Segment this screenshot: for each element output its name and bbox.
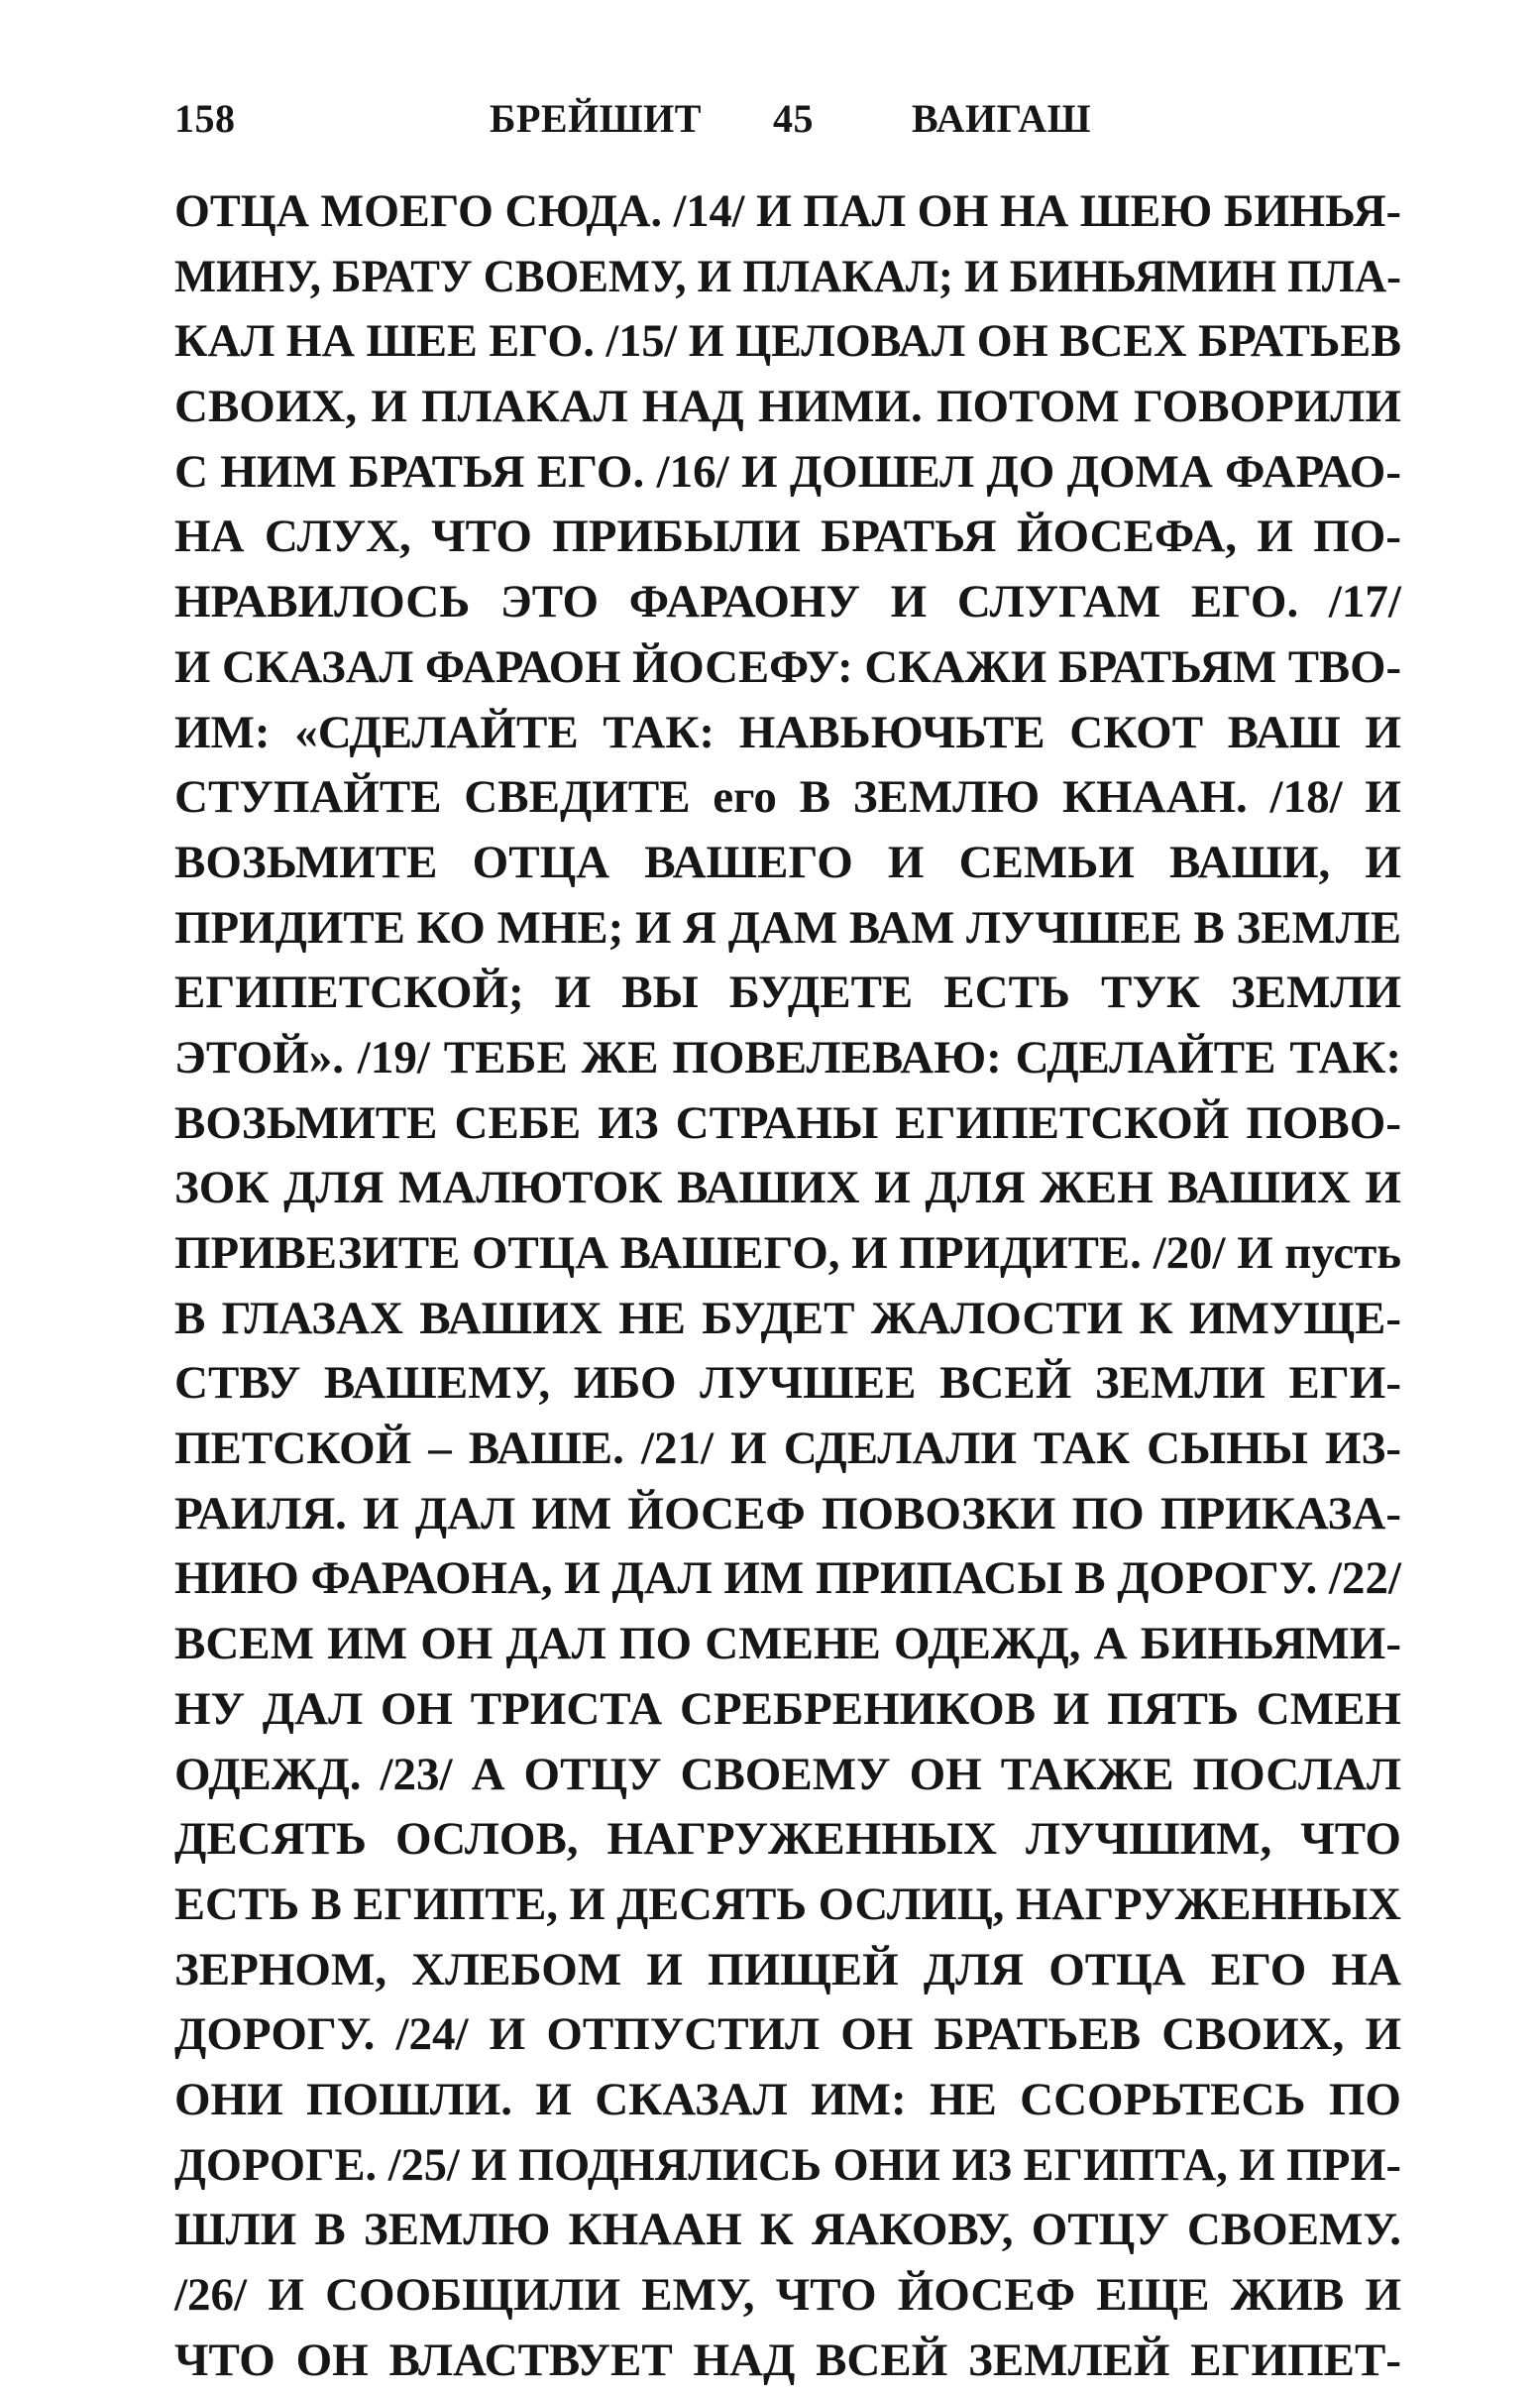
text-line: СТВУ ВАШЕМУ, ИБО ЛУЧШЕЕ ВСЕЙ ЗЕМЛИ ЕГИ-	[174, 1357, 1401, 1410]
text-line: НУ ДАЛ ОН ТРИСТА СРЕБРЕНИКОВ И ПЯТЬ СМЕН	[174, 1682, 1401, 1735]
text-line: СВОИХ, И ПЛАКАЛ НАД НИМИ. ПОТОМ ГОВОРИЛИ	[174, 381, 1401, 433]
text-line: ПЕТСКОЙ – ВАШЕ. /21/ И СДЕЛАЛИ ТАК СЫНЫ ИЗ-	[174, 1423, 1401, 1475]
body-text	[174, 179, 1401, 2393]
text-line: И СКАЗАЛ ФАРАОН ЙОСЕФУ: СКАЖИ БРАТЬЯМ ТВО-	[174, 640, 1401, 693]
text-line: МИНУ, БРАТУ СВОЕМУ, И ПЛАКАЛ; И БИНЬЯМИН ПЛА-	[174, 250, 1401, 302]
text-line: ОНИ ПОШЛИ. И СКАЗАЛ ИМ: НЕ ССОРЬТЕСЬ ПО	[174, 2073, 1401, 2125]
text-line: КАЛ НА ШЕЕ ЕГО. /15/ И ЦЕЛОВАЛ ОН ВСЕХ БРАТЬЕВ	[174, 315, 1401, 368]
text-line: /26/ И СООБЩИЛИ ЕМУ, ЧТО ЙОСЕФ ЕЩЕ ЖИВ И	[174, 2269, 1401, 2321]
text-line: ЕСТЬ В ЕГИПТЕ, И ДЕСЯТЬ ОСЛИЦ, НАГРУЖЕННЫХ	[174, 1878, 1401, 1930]
portion-title: ВАИГАШ	[912, 96, 1092, 141]
running-header	[174, 89, 1401, 149]
text-line: ВОЗЬМИТЕ СЕБЕ ИЗ СТРАНЫ ЕГИПЕТСКОЙ ПОВО-	[174, 1096, 1401, 1149]
text-line: ПРИДИТЕ КО МНЕ; И Я ДАМ ВАМ ЛУЧШЕЕ В ЗЕМЛЕ	[174, 901, 1401, 954]
text-line: ЗЕРНОМ, ХЛЕБОМ И ПИЩЕЙ ДЛЯ ОТЦА ЕГО НА	[174, 1943, 1401, 1995]
text-line: ОТЦА МОЕГО СЮДА. /14/ И ПАЛ ОН НА ШЕЮ БИНЬЯ-	[174, 185, 1401, 237]
text-line: СТУПАЙТЕ СВЕДИТЕ его В ЗЕМЛЮ КНААН. /18/ И	[174, 771, 1401, 824]
text-line: НРАВИЛОСЬ ЭТО ФАРАОНУ И СЛУГАМ ЕГО. /17/	[174, 576, 1401, 628]
text-line: ПРИВЕЗИТЕ ОТЦА ВАШЕГО, И ПРИДИТЕ. /20/ И пусть	[174, 1227, 1401, 1279]
page-number: 158	[174, 96, 236, 141]
text-line: ДОРОГЕ. /25/ И ПОДНЯЛИСЬ ОНИ ИЗ ЕГИПТА, И ПРИ-	[174, 2138, 1401, 2191]
text-line: НА СЛУХ, ЧТО ПРИБЫЛИ БРАТЬЯ ЙОСЕФА, И ПО-	[174, 511, 1401, 563]
text-line: С НИМ БРАТЬЯ ЕГО. /16/ И ДОШЕЛ ДО ДОМА ФАРАО-	[174, 445, 1401, 498]
chapter-number: 45	[773, 96, 814, 141]
text-line: ЕГИПЕТСКОЙ; И ВЫ БУДЕТЕ ЕСТЬ ТУК ЗЕМЛИ	[174, 967, 1401, 1019]
text-line: ИМ: «СДЕЛАЙТЕ ТАК: НАВЬЮЧЬТЕ СКОТ ВАШ И	[174, 706, 1401, 758]
text-line: В ГЛАЗАХ ВАШИХ НЕ БУДЕТ ЖАЛОСТИ К ИМУЩЕ-	[174, 1292, 1401, 1344]
text-line: ШЛИ В ЗЕМЛЮ КНААН К ЯАКОВУ, ОТЦУ СВОЕМУ.	[174, 2204, 1401, 2256]
text-line: ВОЗЬМИТЕ ОТЦА ВАШЕГО И СЕМЬИ ВАШИ, И	[174, 836, 1401, 888]
text-line: ДОРОГУ. /24/ И ОТПУСТИЛ ОН БРАТЬЕВ СВОИХ, И	[174, 2008, 1401, 2061]
text-line: ДЕСЯТЬ ОСЛОВ, НАГРУЖЕННЫХ ЛУЧШИМ, ЧТО	[174, 1813, 1401, 1866]
text-line: ЗОК ДЛЯ МАЛЮТОК ВАШИХ И ДЛЯ ЖЕН ВАШИХ И	[174, 1162, 1401, 1214]
text-line: НИЮ ФАРАОНА, И ДАЛ ИМ ПРИПАСЫ В ДОРОГУ. /22/	[174, 1552, 1401, 1605]
text-line: ЭТОЙ». /19/ ТЕБЕ ЖЕ ПОВЕЛЕВАЮ: СДЕЛАЙТЕ ТАК:	[174, 1031, 1401, 1083]
book-title: БРЕЙШИТ	[490, 96, 702, 141]
text-line: ВСЕМ ИМ ОН ДАЛ ПО СМЕНЕ ОДЕЖД, А БИНЬЯМИ-	[174, 1618, 1401, 1670]
text-line: ОДЕЖД. /23/ А ОТЦУ СВОЕМУ ОН ТАКЖЕ ПОСЛАЛ	[174, 1748, 1401, 1800]
text-line: РАИЛЯ. И ДАЛ ИМ ЙОСЕФ ПОВОЗКИ ПО ПРИКАЗА-	[174, 1487, 1401, 1539]
text-line: ЧТО ОН ВЛАСТВУЕТ НАД ВСЕЙ ЗЕМЛЕЙ ЕГИПЕТ-	[174, 2334, 1401, 2386]
